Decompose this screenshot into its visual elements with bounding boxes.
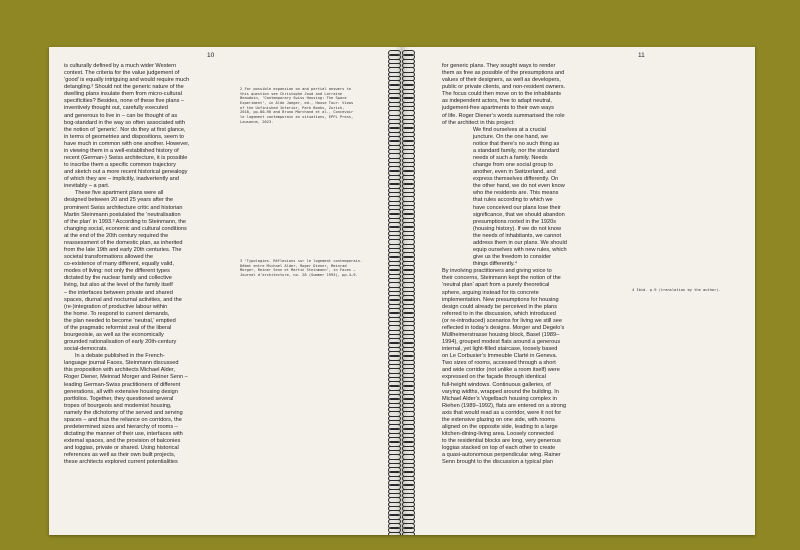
text-line: The focus could then move on to the inhabitants	[442, 91, 562, 98]
text-line: address them in our plans. We should	[473, 239, 567, 246]
text-line: referred to in the discussion, which introduced	[442, 310, 556, 317]
text-line: bog-standard in the way so often associated with	[64, 119, 185, 126]
text-line: – the interfaces between private and shared	[64, 289, 173, 296]
text-line: have conceived our plans lose their	[473, 204, 561, 211]
text-line: Senn brought to the discussion a typical plan	[442, 459, 554, 466]
text-line: inventively thought out, carefully executed	[64, 105, 168, 112]
text-line: references as well as their own built projects,	[64, 452, 176, 459]
text-line: (or re-introduced) scenarios for living we still see	[442, 317, 563, 324]
text-line: varying widths, wrapped around the building. In	[442, 388, 559, 395]
footnote-line: this question see Christophe Joud and Lorraine	[240, 91, 343, 96]
text-line: spaces – and thus the reliance on corridors, the	[64, 416, 182, 423]
text-line: ‘neutral plan’ apart from a purely theoretical	[442, 282, 550, 289]
text-line: changing social, economic and cultural conditions	[64, 225, 187, 232]
text-line: have much in common with one another. However,	[64, 140, 190, 147]
text-line: language journal Faces, Steinmann discussed	[64, 360, 179, 367]
text-line: social-democrats.	[64, 346, 108, 353]
text-line: a quasi-autonomous perpendicular wing. Rainer	[442, 452, 561, 459]
text-line: 1994), grouped modest flats around a generous	[442, 339, 561, 346]
text-line: generations, all with extensive housing design	[64, 388, 178, 395]
page-number-right: 11	[638, 52, 645, 59]
footnote-line: Débat entre Michael Alder, Roger Diener, Meinrad	[240, 263, 347, 268]
text-line: at the end of the 20th century required the	[64, 232, 169, 239]
text-line: these architects explored current potentialities	[64, 459, 178, 466]
text-line: reflected in today’s designs. Morger and Degelo’s	[442, 324, 565, 331]
text-line: Roger Diener, Meinrad Morger and Reiner Senn –	[64, 374, 188, 381]
text-line: co-existence of many different, equally valid,	[64, 261, 174, 268]
footnote-line: 4 Ibid. p.9 (translation by the author).	[632, 288, 721, 292]
text-line: portfolios. Together, they questioned several	[64, 395, 174, 402]
text-line: the plan needed to become ‘neutral,’ emptied	[64, 317, 176, 324]
text-line: from the late 19th and early 20th centuries. The	[64, 247, 182, 254]
text-line: as independent actors, free to adapt neutral,	[442, 98, 552, 105]
text-line: their concerns, Steinmann kept the notion of the	[442, 275, 561, 282]
footnote-line: Morger, Reiner Senn et Martin Steinmann’, in Faces –	[240, 268, 356, 273]
text-line: tropes of bourgeois and modernist housing,	[64, 402, 172, 409]
text-line: needs of such a family. Needs	[473, 155, 548, 162]
text-line: prominent Swiss architecture critic and historian	[64, 204, 183, 211]
text-line: the notion of ‘generic’. Nor do they at first glance,	[64, 126, 186, 133]
text-line: detangling.² Should not the generic nature of the	[64, 84, 184, 91]
text-line: of the pragmatic reformist zeal of the liberal	[64, 324, 172, 331]
text-line: Martin Steinmann postulated the ‘neutralisation	[64, 211, 181, 218]
right-body-text	[442, 63, 622, 466]
text-line: sphere, arguing instead for its concrete	[442, 289, 539, 296]
text-line: another, even in Switzerland, and	[473, 169, 556, 176]
left-page	[49, 47, 399, 535]
footnote-line: Journal d’architecture, no. 28 (Summer 1993), pp.4–9.	[240, 273, 358, 278]
text-line: loggias stacked on top of each other to create	[442, 445, 556, 452]
text-line: external spaces, and the provision of balconies	[64, 438, 181, 445]
text-line: (housing history). If we do not know	[473, 225, 561, 232]
text-line: bourgeoisie, as well as the economically	[64, 331, 164, 338]
text-line: namely the dichotomy of the served and serving	[64, 409, 183, 416]
text-line: (re-)integration of productive labour within	[64, 303, 168, 310]
book-spread	[49, 47, 755, 535]
footnote-line: Beaudoin, ‘Contemporary Swiss Housing: The Space	[240, 96, 347, 101]
text-line: things differently.⁴	[473, 261, 518, 268]
text-line: dictated by the nuclear family and collective	[64, 275, 172, 282]
text-line: the extensive glazing on one side, with rooms	[442, 416, 555, 423]
text-line: juncture. On the one hand, we	[473, 133, 548, 140]
text-line: the other hand, we do not even know	[473, 183, 565, 190]
text-line: judgement-free apartments to their own ways	[442, 105, 554, 112]
text-line: significance, that we should abandon	[473, 211, 565, 218]
text-line: of which they are – implicitly, inadvertently and	[64, 176, 179, 183]
text-line: living, but also at the level of the family itself	[64, 282, 173, 289]
text-line: axis that would read as a corridor, were it not for	[442, 409, 562, 416]
text-line: and wide corridor (not unlike a room itself) were	[442, 367, 560, 374]
right-page	[405, 47, 755, 535]
text-line: full-height windows. Continuous galleries, of	[442, 381, 551, 388]
text-line: the needs of inhabitants, we cannot	[473, 232, 562, 239]
text-line: to inscribe them a specific common trajectory	[64, 162, 176, 169]
text-line: who the residents are. This means	[473, 190, 559, 197]
text-line: Michael Alder’s Vogelbach housing complex in	[442, 395, 557, 402]
text-line: of life. Roger Diener’s words summarised the role	[442, 112, 565, 119]
text-line: ‘good’ is equally intriguing and would require much	[64, 77, 190, 84]
text-line: in terms of geometries and dispositions, seem to	[64, 133, 185, 140]
text-line: for generic plans. They sought ways to render	[442, 63, 556, 69]
text-line: design could already be perceived in the plans	[442, 303, 558, 310]
text-line: predetermined sizes and hierarchy of rooms –	[64, 423, 178, 430]
footnote-3	[240, 259, 362, 278]
text-line: and generous to live in – can be thought of as	[64, 112, 178, 119]
text-line: dwelling plans insulate them from micro-cultural	[64, 91, 182, 98]
footnote-line: 2 For possible expansion on and partial answers to	[240, 87, 352, 91]
text-line: is culturally defined by a much wider Western	[64, 63, 177, 69]
text-line: modes of living: not only the different types	[64, 268, 170, 275]
text-line: express themselves differently. On	[473, 176, 559, 183]
text-line: that rules according to which we	[473, 197, 553, 204]
text-line: leading German-Swiss practitioners of different	[64, 381, 181, 388]
footnote-line: Lausanne, 2023.	[240, 119, 274, 124]
text-line: reassessment of the domestic plan, as inherited	[64, 239, 183, 246]
text-line: presumptions rooted in the 1920s	[473, 218, 557, 225]
text-line: of the architect in this project:	[442, 119, 515, 126]
text-line: Riehen (1989–1992), flats are entered on a strong	[442, 402, 567, 409]
footnote-4	[632, 288, 721, 293]
text-line: Müllheimerstrasse housing block, Basel (1989–	[442, 331, 560, 338]
footnote-line: 2018, pp.80–90 and Bruno Marchand et al., Concevoir	[240, 110, 354, 115]
text-line: them as free as possible of the presumptions and	[442, 70, 565, 77]
text-line: kitchen-dining-living area. Loosely connected	[442, 431, 554, 438]
text-line: context. The criteria for the value judgement of	[64, 70, 180, 77]
text-line: equip ourselves with new rules, which	[473, 247, 567, 254]
footnote-line: of the Unfinished Interior, Park Books, Zurich,	[240, 105, 345, 110]
text-line: notice that there’s no such thing as	[473, 140, 560, 147]
footnote-line: le logement contemporain en situations, EPFL Press,	[240, 115, 354, 120]
text-line: expressed on the façade through identical	[442, 374, 546, 381]
text-line: societal transformations allowed the	[64, 254, 153, 261]
page-number-left: 10	[207, 52, 215, 59]
text-line: the home. To respond to current demands,	[64, 310, 170, 317]
text-line: give us the freedom to consider	[473, 254, 552, 261]
text-line: to the residential blocks are long, very generous	[442, 438, 561, 445]
footnote-line: 3 ‘Typologies. Réflexions sur le logement contemporain.	[240, 259, 363, 263]
text-line: These five apartment plans were all	[75, 190, 164, 197]
text-line: of the plan’ in 1993.³ According to Steinmann, the	[64, 218, 187, 225]
text-line: recent (German-) Swiss architecture, it is possible	[64, 155, 188, 162]
left-body-text	[64, 63, 242, 466]
text-line: values of their designers, as well as developers,	[442, 77, 561, 84]
text-line: dictating the manner of their use, interfaces with	[64, 431, 183, 438]
footnote-2	[240, 87, 353, 125]
text-line: We find ourselves at a crucial	[473, 126, 546, 133]
text-line: and sketch out a more recent historical genealogy	[64, 169, 188, 176]
text-line: grounded rationalisation of early 20th-century	[64, 339, 177, 346]
text-line: Two sizes of rooms, accessed through a short	[442, 360, 556, 367]
text-line: public or private clients, and non-resident owners.	[442, 84, 566, 91]
text-line: In a debate published in the French-	[75, 353, 165, 360]
text-line: this proposition with architects Michael Alder,	[64, 367, 175, 374]
text-line: inevitably – a part.	[64, 183, 110, 190]
text-line: By involving practitioners and giving voice to	[442, 268, 552, 275]
text-line: in viewing them in a well-established history of	[64, 147, 179, 154]
footnote-line: Experiment’, in Aldo Jaeger, ed., House Tour: Views	[240, 101, 354, 106]
text-line: specificities? Besides, none of these five plans –	[64, 98, 185, 105]
text-line: on Le Corbusier’s Immeuble Clarté in Geneva.	[442, 353, 558, 360]
text-line: implementation. New presumptions for housing	[442, 296, 559, 303]
text-line: change from one social group to	[473, 162, 553, 169]
text-line: aligned on the opposite side, leading to a large	[442, 423, 558, 430]
text-line: spaces, diurnal and nocturnal activities, and the	[64, 296, 182, 303]
text-line: a standard family, nor the standard	[473, 147, 560, 154]
text-line: internal, yet light-filled staircase, loosely based	[442, 346, 558, 353]
text-line: designed between 20 and 25 years after the	[64, 197, 174, 204]
text-line: and loggias, private or shared. Using historical	[64, 445, 179, 452]
